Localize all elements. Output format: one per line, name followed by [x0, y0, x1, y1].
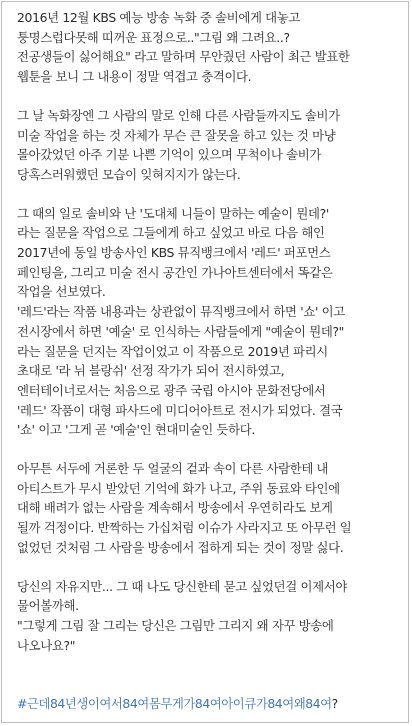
hashtag-row	[17, 694, 338, 714]
post-line: 전공생들이 싫어해요" 라고 말하며 무안줬던 사람이 최근 발표한	[17, 49, 350, 65]
post-line: 그 날 녹화장엔 그 사람의 말로 인해 다른 사람들까지도 솔비가	[17, 107, 340, 123]
post-line: 웹툰을 보니 그 내용이 정말 역겹고 충격이다.	[17, 69, 252, 85]
post-line: 물어볼까해.	[17, 598, 79, 614]
post-card	[1, 1, 409, 723]
post-line: 작업을 선보였다.	[17, 284, 106, 300]
post-line: 없었던 것처럼 그 사람을 방송에서 접하게 되는 것이 정말 싫다.	[17, 539, 344, 555]
post-line: 몰아갔었던 아주 기분 나쁜 기억이 있으며 무척이나 솔비가	[17, 147, 321, 163]
post-body	[17, 8, 403, 655]
post-paragraph-5	[17, 577, 403, 656]
post-paragraph-3	[17, 204, 403, 440]
post-line: 대해 배려가 없는 사람을 계속해서 방송에서 우연히라도 보게	[17, 500, 333, 516]
post-line: 라는 질문을 던지는 작업이었고 이 작품으로 2019년 파리시	[17, 343, 328, 359]
post-line: 2016년 12월 KBS 예능 방송 녹화 중 솔비에게 대놓고	[17, 10, 301, 25]
post-line: 페인팅을, 그리고 미술 전시 공간인 가나아트센터에서 똑같은	[17, 264, 333, 280]
post-line: 퉁명스럽다못해 띠꺼운 표정으로.."그림 왜 그려요..?	[17, 29, 290, 45]
post-line: 당신의 자유지만... 그 때 나도 당신한테 묻고 싶었던걸 이제서야	[17, 578, 347, 594]
post-line: 아티스트가 무시 받았던 기억에 화가 나고, 주위 동료와 타인에	[17, 480, 340, 496]
hashtag-trailing-mark: ?	[331, 696, 338, 711]
post-line: 2017년에 동일 방송사인 KBS 뮤직뱅크에서 '레드' 퍼포먼스	[17, 245, 331, 261]
post-line: 미술 작업을 하는 것 자체가 무슨 큰 잘못을 하고 있는 것 마냥	[17, 127, 336, 143]
post-paragraph-4	[17, 459, 403, 558]
post-paragraph-1	[17, 8, 403, 87]
hashtag-link[interactable]: #근데84년생이여서84여몸무게가84여아이큐가84여왜84여	[17, 696, 332, 711]
post-line: 전시장에서 하면 '예술' 로 인식하는 사람들에게 "예술이 뭔데?"	[17, 323, 345, 339]
post-paragraph-2	[17, 106, 403, 185]
post-line: "그렇게 그림 잘 그리는 당신은 그림만 그리지 왜 자꾸 방송에	[17, 617, 334, 633]
post-line: 아무튼 서두에 거론한 두 얼굴의 겉과 속이 다른 사람한테 내	[17, 461, 329, 477]
post-line: '레드' 작품이 대형 파사드에 미디어아트로 전시가 되었다. 결국	[17, 402, 343, 418]
post-line: 나오나요?"	[17, 637, 76, 653]
post-line: '레드'라는 작품 내용과는 상관없이 뮤직뱅크에서 하면 '쇼' 이고	[17, 304, 345, 320]
post-line: 라는 질문을 작업으로 그들에게 하고 싶었고 바로 다음 해인	[17, 225, 325, 241]
post-line: 당혹스러워했던 모습이 잊혀지지가 않는다.	[17, 166, 241, 182]
post-line: 엔터테이너로서는 처음으로 광주 국립 아시아 문화전당에서	[17, 382, 326, 398]
post-line: 될까 걱정이다. 반짝하는 가십처럼 이슈가 사라지고 또 아무런 일	[17, 520, 352, 536]
post-line: 초대로 '라 뉘 블랑쉬' 선정 작가가 되어 전시하였고,	[17, 363, 285, 379]
post-line: 그 때의 일로 솔비와 난 '도대체 니들이 말하는 예술이 뭔데?'	[17, 205, 329, 221]
post-line: '쇼' 이고 '그게 곧 '예술'인 현대미술인 듯하다.	[17, 422, 255, 438]
